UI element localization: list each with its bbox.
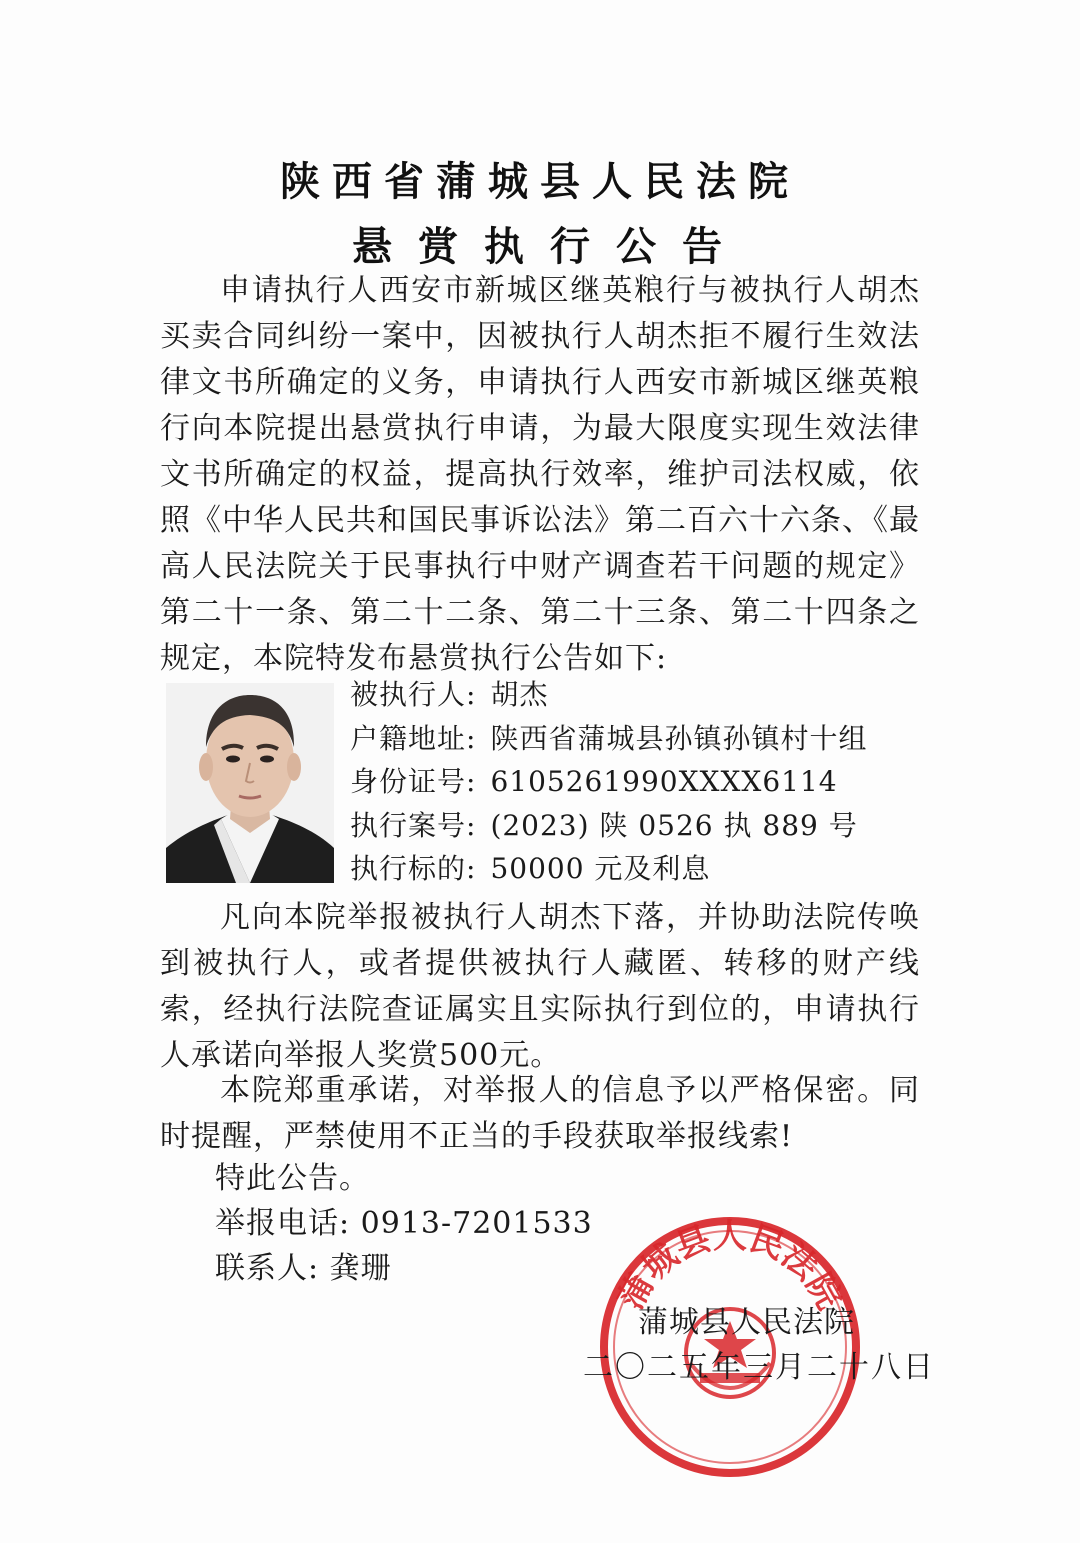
contact-person: 联系人: 龚珊 bbox=[215, 1251, 392, 1286]
person-portrait-icon bbox=[166, 683, 334, 883]
info-value: 陕西省蒲城县孙镇孙镇村十组 bbox=[490, 721, 868, 755]
signature-date: 二〇二五年三月二十八日 bbox=[583, 1350, 935, 1385]
info-row-name bbox=[350, 673, 950, 717]
defendant-info bbox=[350, 673, 950, 891]
notice-title: 悬赏执行公告 bbox=[352, 224, 748, 270]
defendant-photo bbox=[166, 683, 334, 883]
info-row-case-number bbox=[350, 804, 950, 848]
info-value: 胡杰 bbox=[490, 678, 549, 711]
info-row-amount bbox=[350, 847, 950, 891]
info-value: 6105261990XXXX6114 bbox=[490, 765, 838, 798]
intro-paragraph: 申请执行人西安市新城区继英粮行与被执行人胡杰买卖合同纠纷一案中，因被执行人胡杰拒不履行生效法律文书所确定的义务，申请执行人西安市新城区继英粮行向本院提出悬赏执行申请，为最大限度实现生效法律文书所确定的权益，提高执行效率，维护司法权威，依照《中华人民共和国民事诉讼法》第二百六十六条、《最高人民法院关于民事执行中财产调查若干问题的规定》第二十一条、第二十二条、第二十三条、第二十四条之规定，本院特发布悬赏执行公告如下: bbox=[160, 273, 920, 676]
info-row-id-number bbox=[350, 760, 950, 804]
info-value: 50000 元及利息 bbox=[490, 852, 711, 885]
info-key: 执行标的: bbox=[350, 852, 477, 885]
report-phone: 举报电话: 0913-7201533 bbox=[215, 1206, 593, 1241]
secrecy-paragraph: 本院郑重承诺，对举报人的信息予以严格保密。同时提醒，严禁使用不正当的手段获取举报线索! bbox=[160, 1073, 920, 1154]
info-key: 身份证号: bbox=[350, 765, 477, 798]
info-key: 执行案号: bbox=[350, 808, 477, 842]
info-row-address bbox=[350, 717, 950, 761]
notice-ending: 特此公告。 bbox=[215, 1161, 370, 1196]
reward-paragraph: 凡向本院举报被执行人胡杰下落，并协助法院传唤到被执行人，或者提供被执行人藏匿、转移的财产线索，经执行法院查证属实且实际执行到位的，申请执行人承诺向举报人奖赏500元。 bbox=[160, 900, 920, 1073]
info-key: 被执行人: bbox=[350, 678, 477, 711]
info-value: (2023) 陕 0526 执 889 号 bbox=[490, 808, 858, 842]
seal-text: 蒲城县人民法院 bbox=[610, 1216, 850, 1317]
signature-court: 蒲城县人民法院 bbox=[638, 1305, 855, 1340]
info-key: 户籍地址: bbox=[350, 721, 477, 755]
court-title: 陕西省蒲城县人民法院 bbox=[280, 159, 800, 205]
